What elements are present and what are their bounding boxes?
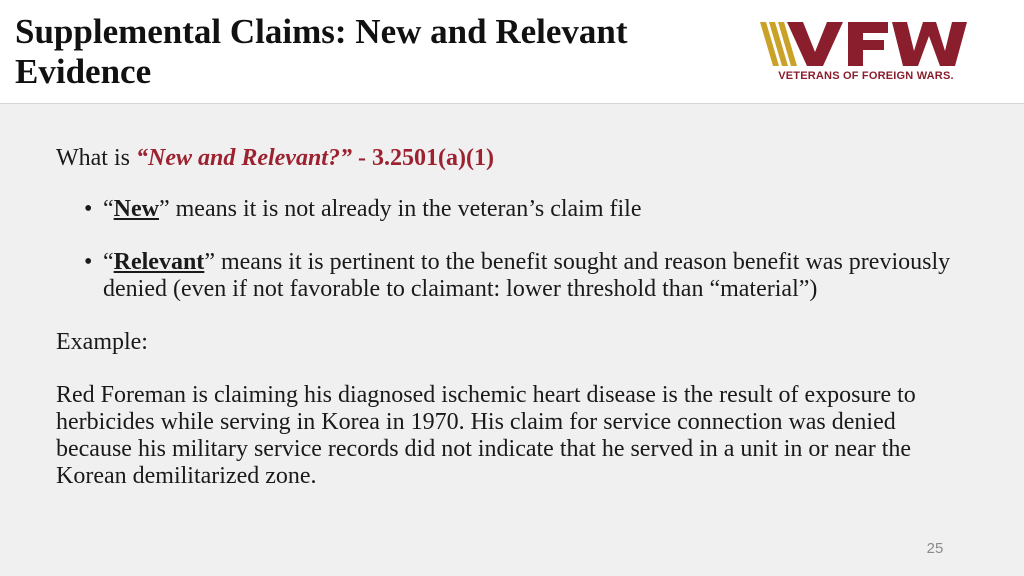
vfw-logo: [760, 22, 982, 84]
bullet-term-relevant: Relevant: [113, 249, 205, 275]
example-label: Example:: [56, 329, 148, 355]
slide-body: [56, 140, 976, 490]
bullet-text-relevant: means it is pertinent to the benefit sought and reason benefit was previously denied (even if not favorable to claimant: lower threshold than “material”): [103, 249, 951, 302]
bullet-open-quote: “: [103, 196, 114, 222]
bullet-close-quote: ”: [204, 249, 215, 275]
question-reference: - 3.2501(a)(1): [351, 145, 494, 171]
slide-title: Supplemental Claims: New and Relevant Evidence: [15, 12, 628, 91]
logo-tagline: VETERANS OF FOREIGN WARS.: [778, 70, 954, 82]
logo-letters: [787, 22, 967, 66]
vfw-logo-mark-icon: [760, 22, 982, 66]
bullet-open-quote: “: [103, 249, 114, 275]
bullet-close-quote: ”: [158, 196, 170, 222]
bullet-new: [56, 196, 976, 223]
bullet-text-new: means it is not already in the veteran’s claim file: [169, 196, 642, 222]
slide-header: [0, 0, 1024, 104]
bullet-dot-icon: •: [84, 196, 93, 222]
bullet-term-new: New: [113, 196, 159, 222]
question-term: “New and Relevant?”: [135, 145, 352, 171]
bullet-dot-icon: •: [84, 249, 93, 275]
bullet-relevant: [56, 249, 976, 303]
question-prefix: What is: [56, 145, 136, 171]
example-text: Red Foreman is claiming his diagnosed ischemic heart disease is the result of exposure to herbicides while serving in Korea in 1970. His claim for service connection was denied because his military service records did not indicate that he served in a unit in or near the Korean demilitarized zone.: [56, 382, 916, 489]
page-number: 25: [926, 540, 944, 557]
question-line: [56, 145, 976, 172]
